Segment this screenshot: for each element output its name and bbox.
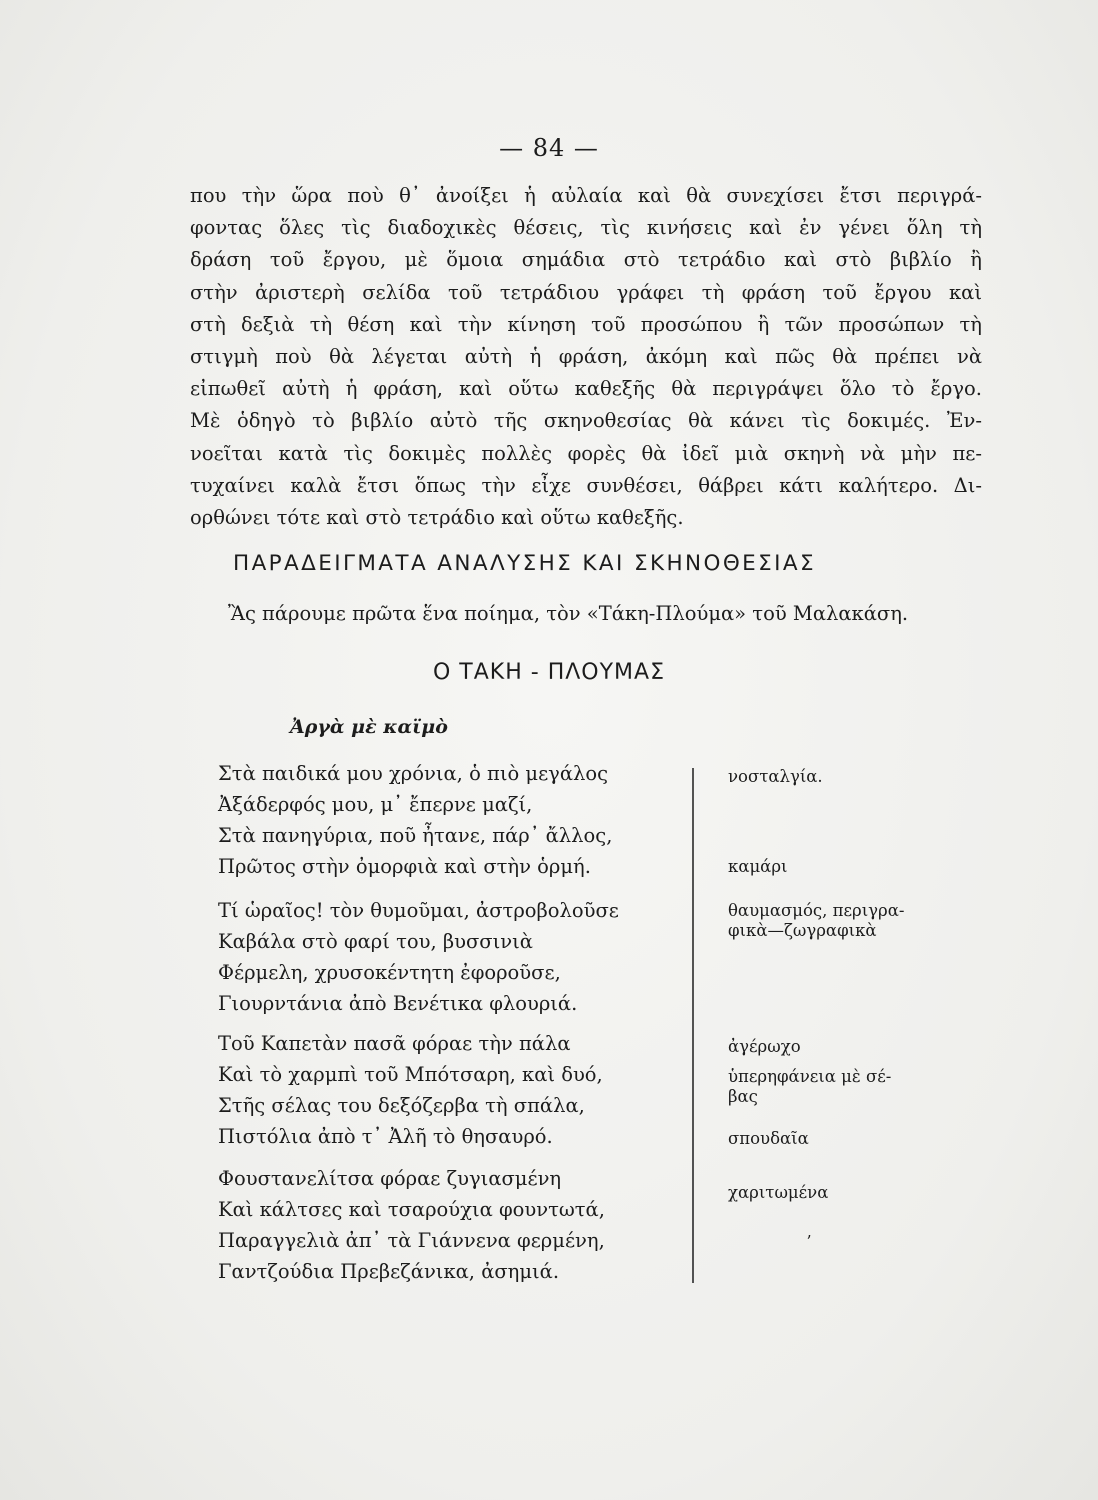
verse: Τοῦ Καπετὰν πασᾶ φόραε τὴν πάλα xyxy=(218,1032,571,1055)
stanza xyxy=(218,1163,688,1287)
prose-paragraph xyxy=(190,180,982,534)
verse: Πρῶτος στὴν ὀμορφιὰ καὶ στὴν ὁρμή. xyxy=(218,855,591,878)
margin-gloss: χαριτωμένα xyxy=(728,1183,829,1202)
poem-title: Ο ΤΑΚΗ - ΠΛΟΥΜΑΣ xyxy=(433,660,665,685)
verse: Ἀξάδερφός μου, μ᾽ ἔπερνε μαζί, xyxy=(218,793,533,816)
verse: Στῆς σέλας του δεξόζερβα τὴ σπάλα, xyxy=(218,1094,585,1117)
prose-line: δράση τοῦ ἔργου, μὲ ὅμοια σημάδια στὸ τετράδιο καὶ στὸ βιβλίο ἢ xyxy=(190,248,982,272)
prose-line: στὴ δεξιὰ τὴ θέση καὶ τὴν κίνηση τοῦ προσώπου ἢ τῶν προσώπων τὴ xyxy=(190,312,982,336)
column-divider xyxy=(692,768,694,1283)
stanza xyxy=(218,758,688,882)
margin-gloss: φικὰ—ζωγραφικὰ xyxy=(728,921,877,940)
margin-gloss: θαυμασμός, περιγρα- xyxy=(728,901,905,920)
verse: Καὶ τὸ χαρμπὶ τοῦ Μπότσαρη, καὶ δυό, xyxy=(218,1063,603,1086)
stray-ink-mark: ʼ xyxy=(806,1232,812,1251)
verse: Καβάλα στὸ φαρί του, βυσσινιὰ xyxy=(218,930,533,953)
tempo-marking: Ἀργὰ μὲ καϊμὸ xyxy=(290,716,448,738)
margin-gloss: ἀγέρωχο xyxy=(728,1037,801,1056)
margin-gloss: καμάρι xyxy=(728,857,788,876)
stanza xyxy=(218,1028,688,1152)
prose-line: Μὲ ὁδηγὸ τὸ βιβλίο αὐτὸ τῆς σκηνοθεσίας θὰ κάνει τὶς δοκιμές. Ἐν- xyxy=(190,409,982,433)
verse: Φουστανελίτσα φόραε ζυγιασμένη xyxy=(218,1167,562,1190)
stanza xyxy=(218,895,688,1019)
margin-gloss: νοσταλγία. xyxy=(728,767,823,786)
verse: Παραγγελιὰ ἀπ᾽ τὰ Γιάννενα φερμένη, xyxy=(218,1229,605,1252)
section-heading: ΠΑΡΑΔΕΙΓΜΑΤΑ ΑΝΑΛΥΣΗΣ ΚΑΙ ΣΚΗΝΟΘΕΣΙΑΣ xyxy=(233,551,816,576)
page-number: — 84 — xyxy=(499,134,599,162)
verse: Γιουρντάνια ἀπὸ Βενέτικα φλουριά. xyxy=(218,992,578,1015)
margin-gloss: βας xyxy=(728,1087,758,1106)
verse: Γαντζούδια Πρεβεζάνικα, ἀσημιά. xyxy=(218,1260,560,1283)
prose-line: ορθώνει τότε καὶ στὸ τετράδιο καὶ οὕτω καθεξῆς. xyxy=(190,506,684,530)
prose-line: στὴν ἀριστερὴ σελίδα τοῦ τετράδιου γράφει τὴ φράση τοῦ ἔργου καὶ xyxy=(190,280,982,304)
verse: Τί ὡραῖος! τὸν θυμοῦμαι, ἀστροβολοῦσε xyxy=(218,899,619,922)
verse: Στὰ πανηγύρια, ποῦ ἦτανε, πάρ᾽ ἄλλος, xyxy=(218,824,613,847)
margin-gloss: σπουδαῖα xyxy=(728,1129,809,1148)
margin-gloss: ὑπερηφάνεια μὲ σέ- xyxy=(728,1067,892,1086)
verse: Καὶ κάλτσες καὶ τσαρούχια φουντωτά, xyxy=(218,1198,605,1221)
prose-line: φοντας ὅλες τὶς διαδοχικὲς θέσεις, τὶς κινήσεις καὶ ἐν γένει ὅλη τὴ xyxy=(190,216,982,240)
prose-line: εἰπωθεῖ αὐτὴ ἡ φράση, καὶ οὕτω καθεξῆς θὰ περιγράψει ὅλο τὸ ἔργο. xyxy=(190,377,982,401)
verse: Στὰ παιδικά μου χρόνια, ὁ πιὸ μεγάλος xyxy=(218,762,609,785)
prose-line: στιγμὴ ποὺ θὰ λέγεται αὐτὴ ἡ φράση, ἀκόμη καὶ πῶς θὰ πρέπει νὰ xyxy=(190,345,982,369)
verse: Πιστόλια ἀπὸ τ᾽ Ἀλῆ τὸ θησαυρό. xyxy=(218,1125,553,1148)
prose-line: που τὴν ὥρα ποὺ θ᾽ ἀνοίξει ἡ αὐλαία καὶ θὰ συνεχίσει ἔτσι περιγρά- xyxy=(190,184,982,207)
prose-line: νοεῖται κατὰ τὶς δοκιμὲς πολλὲς φορὲς θὰ ἰδεῖ μιὰ σκηνὴ νὰ μὴν πε- xyxy=(190,441,982,465)
intro-sentence: Ἂς πάρουμε πρῶτα ἕνα ποίημα, τὸν «Τάκη-Πλούμα» τοῦ Μαλακάση. xyxy=(228,602,909,625)
verse: Φέρμελη, χρυσοκέντητη ἐφοροῦσε, xyxy=(218,961,561,984)
prose-line: τυχαίνει καλὰ ἔτσι ὅπως τὴν εἶχε συνθέσει, θάβρει κάτι καλήτερο. Δι- xyxy=(190,473,982,497)
